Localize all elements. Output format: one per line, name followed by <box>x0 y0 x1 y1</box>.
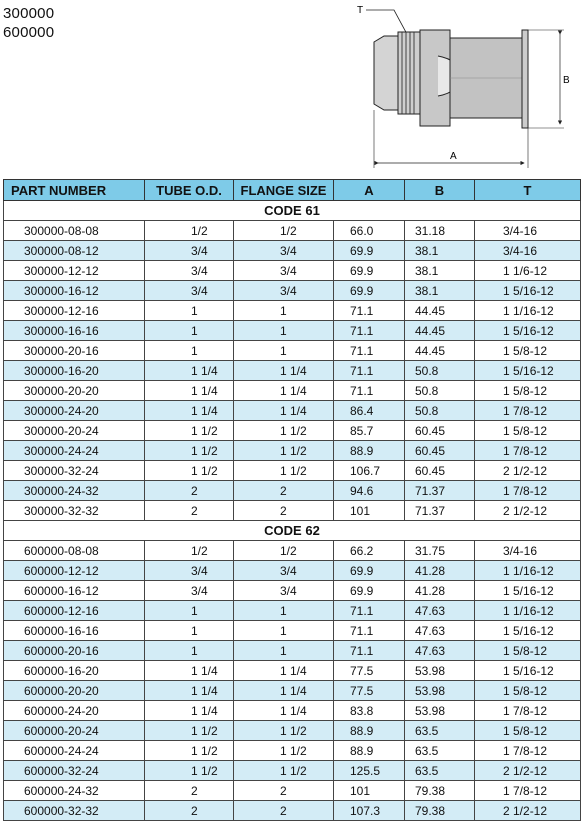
tube-od-cell: 1 1/2 <box>145 421 234 441</box>
tube-od-cell: 3/4 <box>145 241 234 261</box>
a-cell: 85.7 <box>334 421 405 441</box>
flange-size-cell: 1 <box>234 601 334 621</box>
t-cell: 1 7/8-12 <box>475 441 581 461</box>
table-row <box>4 421 581 441</box>
a-cell: 71.1 <box>334 601 405 621</box>
flange-size-cell: 3/4 <box>234 281 334 301</box>
b-cell: 50.8 <box>405 381 475 401</box>
b-cell: 71.37 <box>405 501 475 521</box>
b-cell: 38.1 <box>405 241 475 261</box>
t-cell: 3/4-16 <box>475 241 581 261</box>
b-cell: 47.63 <box>405 641 475 661</box>
t-cell: 1 5/8-12 <box>475 641 581 661</box>
t-cell: 1 7/8-12 <box>475 701 581 721</box>
a-cell: 69.9 <box>334 281 405 301</box>
a-cell: 88.9 <box>334 721 405 741</box>
a-cell: 71.1 <box>334 301 405 321</box>
b-cell: 79.38 <box>405 801 475 821</box>
a-cell: 71.1 <box>334 341 405 361</box>
t-cell: 2 1/2-12 <box>475 801 581 821</box>
part-number-cell: 300000-12-16 <box>4 301 145 321</box>
t-cell: 1 7/8-12 <box>475 741 581 761</box>
flange-size-cell: 1 1/4 <box>234 401 334 421</box>
a-cell: 66.2 <box>334 541 405 561</box>
col-header-tube-od: TUBE O.D. <box>145 180 234 201</box>
table-row <box>4 801 581 821</box>
t-cell: 3/4-16 <box>475 541 581 561</box>
tube-od-cell: 2 <box>145 501 234 521</box>
table-row <box>4 221 581 241</box>
tube-od-cell: 1/2 <box>145 541 234 561</box>
table-row <box>4 581 581 601</box>
table-row <box>4 361 581 381</box>
tube-od-cell: 1 1/4 <box>145 661 234 681</box>
tube-od-cell: 1 1/4 <box>145 361 234 381</box>
part-number-cell: 300000-12-12 <box>4 261 145 281</box>
table-row <box>4 261 581 281</box>
flange-size-cell: 1/2 <box>234 221 334 241</box>
part-number-cell: 300000-32-32 <box>4 501 145 521</box>
table-row <box>4 321 581 341</box>
col-header-b: B <box>405 180 475 201</box>
t-cell: 1 5/8-12 <box>475 341 581 361</box>
flange-size-cell: 1 1/4 <box>234 661 334 681</box>
part-number-cell: 600000-32-32 <box>4 801 145 821</box>
table-row <box>4 781 581 801</box>
t-cell: 1 5/8-12 <box>475 681 581 701</box>
tube-od-cell: 3/4 <box>145 581 234 601</box>
part-number-cell: 300000-20-16 <box>4 341 145 361</box>
t-cell: 1 7/8-12 <box>475 781 581 801</box>
table-row <box>4 761 581 781</box>
tube-od-cell: 1/2 <box>145 221 234 241</box>
t-cell: 1 5/8-12 <box>475 721 581 741</box>
part-number-cell: 600000-24-20 <box>4 701 145 721</box>
t-cell: 1 5/16-12 <box>475 281 581 301</box>
table-row <box>4 381 581 401</box>
label-t: T <box>357 5 364 16</box>
col-header-a: A <box>334 180 405 201</box>
flange-size-cell: 1 1/2 <box>234 741 334 761</box>
b-cell: 53.98 <box>405 701 475 721</box>
flange-size-cell: 1 <box>234 621 334 641</box>
t-cell: 2 1/2-12 <box>475 501 581 521</box>
a-cell: 77.5 <box>334 681 405 701</box>
part-number-cell: 600000-20-24 <box>4 721 145 741</box>
specifications-table <box>3 179 581 821</box>
tube-od-cell: 1 <box>145 341 234 361</box>
section-row <box>4 521 581 541</box>
tube-od-cell: 1 <box>145 641 234 661</box>
b-cell: 38.1 <box>405 281 475 301</box>
table-row <box>4 301 581 321</box>
flange-size-cell: 1/2 <box>234 541 334 561</box>
tube-od-cell: 1 1/4 <box>145 681 234 701</box>
t-cell: 1 5/16-12 <box>475 621 581 641</box>
b-cell: 41.28 <box>405 561 475 581</box>
a-cell: 83.8 <box>334 701 405 721</box>
a-cell: 69.9 <box>334 581 405 601</box>
b-cell: 47.63 <box>405 621 475 641</box>
b-cell: 50.8 <box>405 401 475 421</box>
flange-size-cell: 3/4 <box>234 561 334 581</box>
a-cell: 101 <box>334 501 405 521</box>
part-number-cell: 300000-20-24 <box>4 421 145 441</box>
t-cell: 2 1/2-12 <box>475 461 581 481</box>
tube-od-cell: 3/4 <box>145 561 234 581</box>
flange-size-cell: 1 <box>234 641 334 661</box>
tube-od-cell: 1 <box>145 621 234 641</box>
part-number-cell: 300000-32-24 <box>4 461 145 481</box>
a-cell: 66.0 <box>334 221 405 241</box>
t-cell: 2 1/2-12 <box>475 761 581 781</box>
flange-size-cell: 3/4 <box>234 581 334 601</box>
t-cell: 1 5/16-12 <box>475 361 581 381</box>
flange-size-cell: 1 1/4 <box>234 381 334 401</box>
t-cell: 1 5/16-12 <box>475 321 581 341</box>
tube-od-cell: 1 1/2 <box>145 721 234 741</box>
flange-size-cell: 1 1/4 <box>234 361 334 381</box>
a-cell: 125.5 <box>334 761 405 781</box>
a-cell: 88.9 <box>334 741 405 761</box>
tube-od-cell: 2 <box>145 481 234 501</box>
t-cell: 1 5/16-12 <box>475 581 581 601</box>
part-number-cell: 300000-16-16 <box>4 321 145 341</box>
flange-size-cell: 3/4 <box>234 241 334 261</box>
series-number: 600000 <box>3 24 55 41</box>
b-cell: 47.63 <box>405 601 475 621</box>
flange-size-cell: 2 <box>234 481 334 501</box>
table-row <box>4 461 581 481</box>
b-cell: 31.18 <box>405 221 475 241</box>
flange-size-cell: 1 1/2 <box>234 441 334 461</box>
tube-od-cell: 2 <box>145 781 234 801</box>
table-row <box>4 721 581 741</box>
flange-size-cell: 1 <box>234 301 334 321</box>
t-cell: 1 1/16-12 <box>475 601 581 621</box>
t-cell: 1 7/8-12 <box>475 481 581 501</box>
header-row <box>4 180 581 201</box>
table-row <box>4 241 581 261</box>
part-number-cell: 300000-16-12 <box>4 281 145 301</box>
t-cell: 1 5/8-12 <box>475 381 581 401</box>
tube-od-cell: 1 1/2 <box>145 761 234 781</box>
b-cell: 38.1 <box>405 261 475 281</box>
tube-od-cell: 3/4 <box>145 261 234 281</box>
part-number-cell: 600000-20-16 <box>4 641 145 661</box>
part-number-cell: 300000-08-12 <box>4 241 145 261</box>
a-cell: 69.9 <box>334 241 405 261</box>
tube-od-cell: 1 1/2 <box>145 441 234 461</box>
flange-size-cell: 2 <box>234 501 334 521</box>
a-cell: 94.6 <box>334 481 405 501</box>
tube-od-cell: 1 1/4 <box>145 381 234 401</box>
flange-size-cell: 1 1/4 <box>234 681 334 701</box>
part-number-cell: 300000-20-20 <box>4 381 145 401</box>
b-cell: 60.45 <box>405 441 475 461</box>
col-header-part-number: PART NUMBER <box>4 180 145 201</box>
t-cell: 1 5/8-12 <box>475 421 581 441</box>
b-cell: 79.38 <box>405 781 475 801</box>
flange-size-cell: 2 <box>234 781 334 801</box>
b-cell: 71.37 <box>405 481 475 501</box>
part-number-cell: 300000-16-20 <box>4 361 145 381</box>
flange-size-cell: 1 1/2 <box>234 721 334 741</box>
a-cell: 77.5 <box>334 661 405 681</box>
part-number-cell: 600000-24-32 <box>4 781 145 801</box>
table-row <box>4 441 581 461</box>
t-cell: 1 1/6-12 <box>475 261 581 281</box>
part-number-cell: 300000-24-24 <box>4 441 145 461</box>
section-title: CODE 62 <box>4 521 581 541</box>
series-numbers <box>3 4 54 42</box>
t-cell: 1 1/16-12 <box>475 561 581 581</box>
col-header-t: T <box>475 180 581 201</box>
flange-size-cell: 1 1/2 <box>234 761 334 781</box>
b-cell: 60.45 <box>405 461 475 481</box>
table-row <box>4 501 581 521</box>
table-row <box>4 341 581 361</box>
b-cell: 41.28 <box>405 581 475 601</box>
b-cell: 60.45 <box>405 421 475 441</box>
part-number-cell: 300000-24-32 <box>4 481 145 501</box>
table-row <box>4 621 581 641</box>
table-row <box>4 401 581 421</box>
fitting-drawing <box>350 0 584 172</box>
table-body <box>4 201 581 821</box>
a-cell: 69.9 <box>334 561 405 581</box>
table-row <box>4 601 581 621</box>
b-cell: 44.45 <box>405 301 475 321</box>
t-cell: 1 1/16-12 <box>475 301 581 321</box>
b-cell: 63.5 <box>405 761 475 781</box>
a-cell: 86.4 <box>334 401 405 421</box>
tube-od-cell: 1 <box>145 301 234 321</box>
a-cell: 69.9 <box>334 261 405 281</box>
b-cell: 31.75 <box>405 541 475 561</box>
part-number-cell: 600000-20-20 <box>4 681 145 701</box>
table-row <box>4 281 581 301</box>
part-number-cell: 600000-08-08 <box>4 541 145 561</box>
part-number-cell: 600000-16-16 <box>4 621 145 641</box>
flange-size-cell: 1 <box>234 321 334 341</box>
t-cell: 1 7/8-12 <box>475 401 581 421</box>
label-b: B <box>563 75 570 86</box>
t-cell: 3/4-16 <box>475 221 581 241</box>
t-cell: 1 5/16-12 <box>475 661 581 681</box>
a-cell: 71.1 <box>334 621 405 641</box>
tube-od-cell: 1 <box>145 321 234 341</box>
b-cell: 63.5 <box>405 741 475 761</box>
section-title: CODE 61 <box>4 201 581 221</box>
flange-size-cell: 1 1/2 <box>234 421 334 441</box>
flange-size-cell: 1 1/4 <box>234 701 334 721</box>
flange-size-cell: 1 1/2 <box>234 461 334 481</box>
section-row <box>4 201 581 221</box>
part-number-cell: 600000-12-16 <box>4 601 145 621</box>
part-number-cell: 300000-08-08 <box>4 221 145 241</box>
table-row <box>4 681 581 701</box>
tube-od-cell: 3/4 <box>145 281 234 301</box>
tube-od-cell: 1 <box>145 601 234 621</box>
col-header-flange-size: FLANGE SIZE <box>234 180 334 201</box>
tube-od-cell: 2 <box>145 801 234 821</box>
b-cell: 53.98 <box>405 661 475 681</box>
table-row <box>4 741 581 761</box>
b-cell: 50.8 <box>405 361 475 381</box>
b-cell: 44.45 <box>405 341 475 361</box>
part-number-cell: 600000-24-24 <box>4 741 145 761</box>
a-cell: 71.1 <box>334 641 405 661</box>
table-row <box>4 641 581 661</box>
table-row <box>4 481 581 501</box>
part-number-cell: 600000-16-20 <box>4 661 145 681</box>
label-a: A <box>450 151 457 162</box>
a-cell: 71.1 <box>334 321 405 341</box>
tube-od-cell: 1 1/4 <box>145 701 234 721</box>
tube-od-cell: 1 1/4 <box>145 401 234 421</box>
table-row <box>4 661 581 681</box>
a-cell: 88.9 <box>334 441 405 461</box>
part-number-cell: 600000-12-12 <box>4 561 145 581</box>
part-number-cell: 600000-32-24 <box>4 761 145 781</box>
tube-od-cell: 1 1/2 <box>145 461 234 481</box>
a-cell: 101 <box>334 781 405 801</box>
b-cell: 53.98 <box>405 681 475 701</box>
flange-size-cell: 3/4 <box>234 261 334 281</box>
table-row <box>4 541 581 561</box>
a-cell: 71.1 <box>334 361 405 381</box>
series-number: 300000 <box>3 5 55 22</box>
a-cell: 106.7 <box>334 461 405 481</box>
b-cell: 63.5 <box>405 721 475 741</box>
table-row <box>4 701 581 721</box>
part-number-cell: 600000-16-12 <box>4 581 145 601</box>
a-cell: 71.1 <box>334 381 405 401</box>
tube-od-cell: 1 1/2 <box>145 741 234 761</box>
part-number-cell: 300000-24-20 <box>4 401 145 421</box>
b-cell: 44.45 <box>405 321 475 341</box>
flange-size-cell: 1 <box>234 341 334 361</box>
table-row <box>4 561 581 581</box>
flange-size-cell: 2 <box>234 801 334 821</box>
a-cell: 107.3 <box>334 801 405 821</box>
